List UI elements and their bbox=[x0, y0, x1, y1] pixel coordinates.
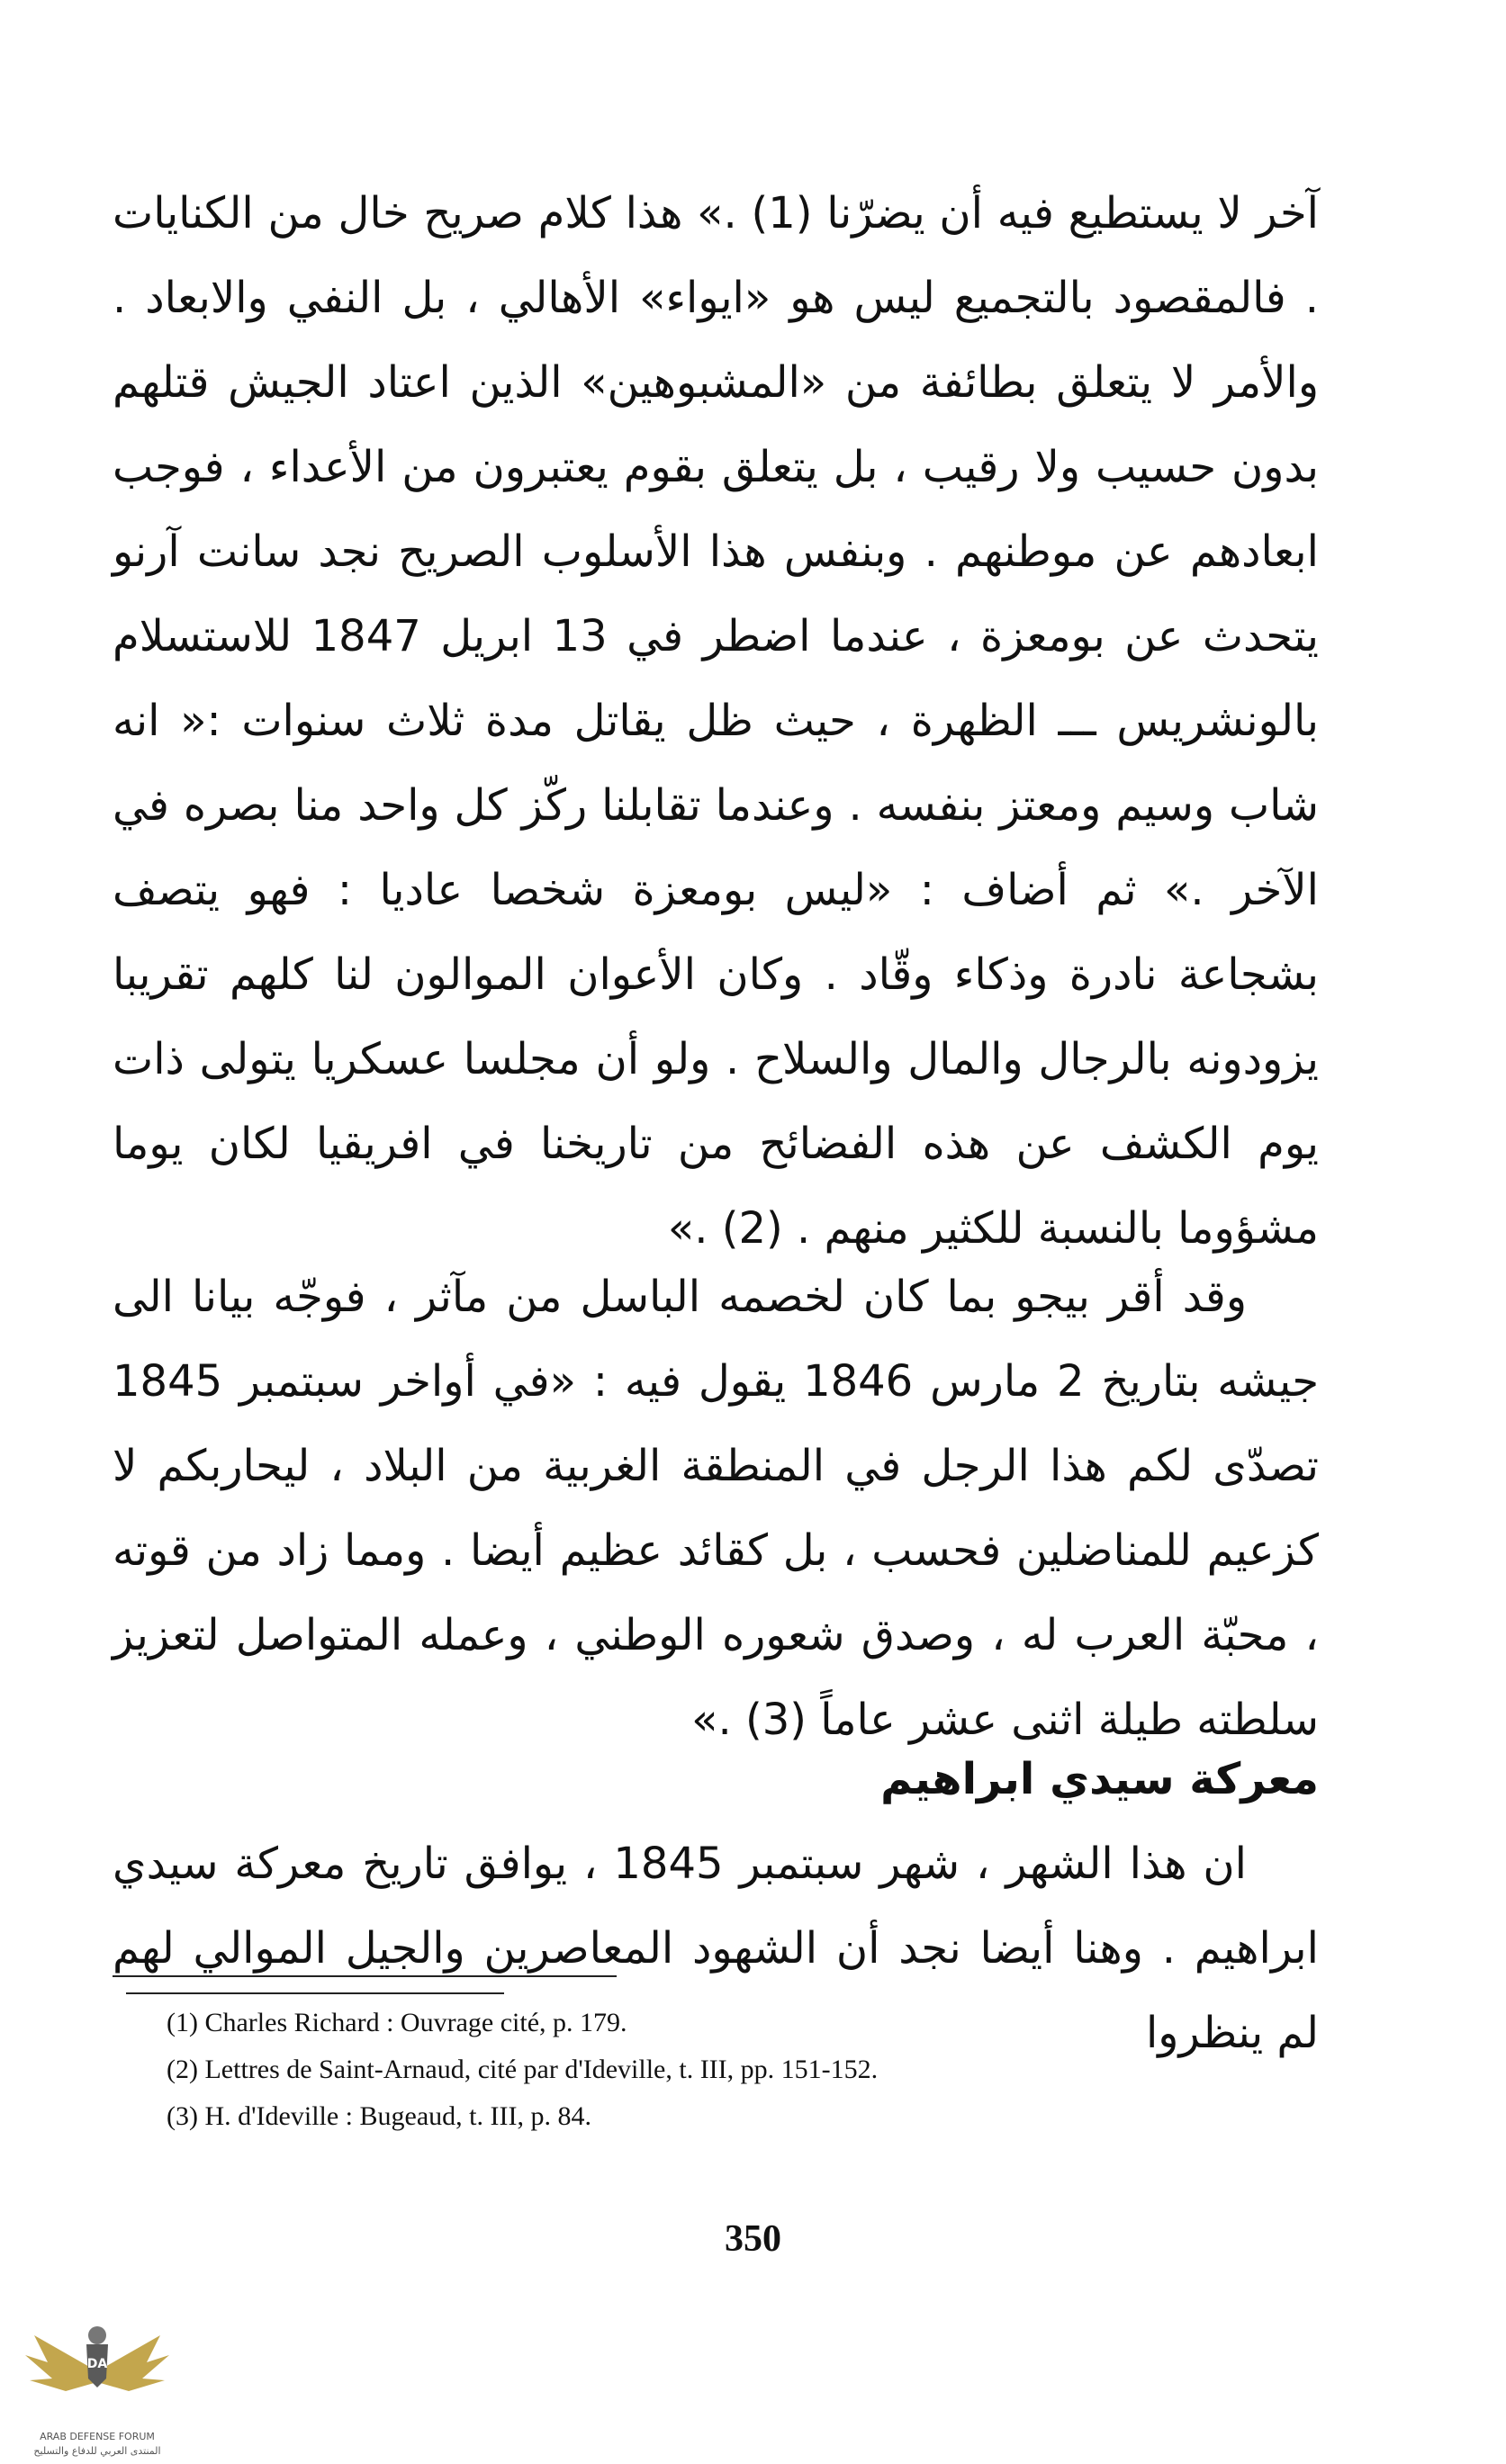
footnote-divider bbox=[126, 1992, 504, 1994]
paragraph-2: وقد أقر بيجو بما كان لخصمه الباسل من مآثر ، فوجّه بيانا الى جيشه بتاريخ 2 مارس 1846 يقول فيه : «في أواخر سبتمبر 1845 تصدّى لكم هذا الرجل في المنطقة الغربية من البلاد ، ليحاربكم لا كزعيم للمناضلين فحسب ، بل كقائد عظيم أيضا . ومما زاد من قوته ، محبّة العرب له ، وصدق شعوره الوطني ، وعمله المتواصل لتعزيز سلطته طيلة اثنى عشر عاماً (3) .» bbox=[113, 1272, 1320, 1745]
paragraph-3: ان هذا الشهر ، شهر سبتمبر 1845 ، يوافق تاريخ معركة سيدي ابراهيم . وهنا أيضا نجد أن الشهود المعاصرين والجيل الموالي لهم لم ينظروا bbox=[113, 1839, 1319, 2058]
section-heading: معركة سيدي ابراهيم bbox=[880, 1754, 1319, 1804]
footnote-2: (2) Lettres de Saint-Arnaud, cité par d'Ideville, t. III, pp. 151-152. bbox=[167, 2055, 879, 2084]
page-number: 350 bbox=[725, 2218, 781, 2260]
watermark-abbr: DA bbox=[86, 2357, 108, 2371]
watermark-title-ar: المنتدى العربي للدفاع والتسليح bbox=[33, 2445, 161, 2457]
footnotes bbox=[167, 2000, 1292, 2140]
footnote-1: (1) Charles Richard : Ouvrage cité, p. 179. bbox=[167, 2008, 627, 2037]
eagle-emblem-icon bbox=[16, 2308, 178, 2416]
paragraph-1: آخر لا يستطيع فيه أن يضرّنا (1) .» هذا كلام صريح خال من الكنايات . فالمقصود بالتجميع ليس هو «ايواء» الأهالي ، بل النفي والابعاد . والأمر لا يتعلق بطائفة من «المشبوهين» الذين اعتاد الجيش قتلهم بدون حسيب ولا رقيب ، بل يتعلق بقوم يعتبرون من الأعداء ، فوجب ابعادهم عن موطنهم . وبنفس هذا الأسلوب الصريح نجد سانت آرنو يتحدث عن بومعزة ، عندما اضطر في 13 ابريل 1847 للاستسلام بالونشريس ـــ الظهرة ، حيث ظل يقاتل مدة ثلاث سنوات :« انه شاب وسيم ومعتز بنفسه . وعندما تقابلنا ركّز كل واحد منا بصره في الآخر .» ثم أضاف : «ليس بومعزة شخصا عاديا : فهو يتصف بشجاعة نادرة وذكاء وقّاد . وكان الأعوان الموالون لنا كلهم تقريبا يزودونه بالرجال والمال والسلاح . ولو أن مجلسا عسكريا يتولى ذات يوم الكشف عن هذه الفضائح من تاريخنا في افريقيا لكان يوما مشؤوما بالنسبة للكثير منهم . (2) .» bbox=[113, 188, 1320, 1254]
forum-watermark-logo bbox=[16, 2308, 178, 2457]
footnote-3: (3) H. d'Ideville : Bugeaud, t. III, p. 84. bbox=[167, 2101, 591, 2131]
watermark-title-en: ARAB DEFENSE FORUM bbox=[40, 2431, 155, 2442]
pen-underline bbox=[113, 1975, 617, 1977]
